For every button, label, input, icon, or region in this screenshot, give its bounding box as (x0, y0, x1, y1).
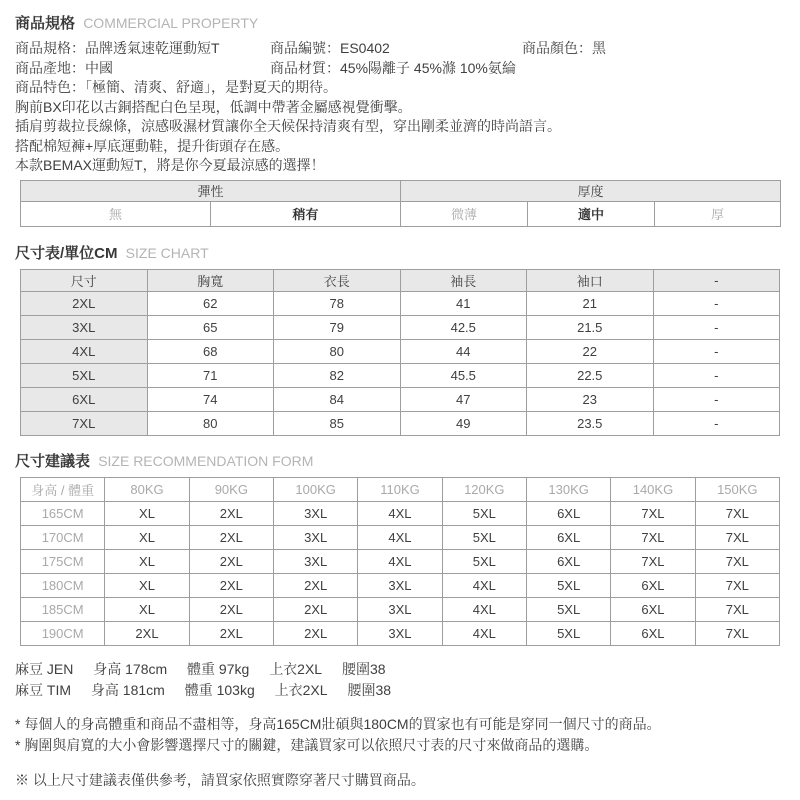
model-top-size: 上衣2XL (274, 681, 328, 698)
height-label: 185CM (21, 597, 105, 621)
size-chart-title-zh: 尺寸表/單位CM (15, 244, 118, 262)
column-header: 130KG (526, 477, 610, 501)
table-cell: 6XL (611, 621, 695, 645)
column-header: 90KG (189, 477, 273, 501)
elasticity-header: 彈性 (21, 180, 401, 201)
thickness-option-thick: 厚 (655, 201, 781, 226)
table-cell: 84 (274, 387, 401, 411)
column-header: 140KG (611, 477, 695, 501)
feature-line: 胸前BX印花以古銅搭配白色呈現，低調中帶著金屬感視覺衝擊。 (15, 98, 412, 115)
table-row (21, 501, 780, 525)
model-height: 身高 181cm (90, 681, 165, 698)
table-cell: XL (105, 501, 189, 525)
table-row (21, 621, 780, 645)
table-cell: XL (105, 573, 189, 597)
fabric-properties-table (20, 180, 781, 227)
table-row (21, 315, 780, 339)
table-row (21, 387, 780, 411)
table-cell: 6XL (526, 501, 610, 525)
product-material: 商品材質：45%陽離子 45%滌 10%氨綸 (270, 59, 516, 76)
feature-line: 本款BEMAX運動短T，將是你今夏最涼感的選擇！ (15, 157, 325, 173)
model-top-size: 上衣2XL (269, 660, 323, 677)
table-cell: 5XL (526, 573, 610, 597)
table-cell: 68 (147, 339, 274, 363)
column-header: 尺寸 (21, 269, 148, 291)
footnote: * 胸圍與肩寬的大小會影響選擇尺寸的關鍵，建議買家可以依照尺寸表的尺寸來做商品的選購。 (15, 737, 599, 753)
table-cell: 4XL (442, 573, 526, 597)
feature-line: 商品特色：「極簡、清爽、舒適」，是對夏天的期待。 (15, 79, 337, 95)
table-row (21, 201, 781, 226)
column-header: 胸寬 (147, 269, 274, 291)
table-cell: 7XL (695, 501, 779, 525)
table-cell: 3XL (358, 573, 442, 597)
product-spec: 商品規格：品牌透氣速乾運動短T (15, 40, 220, 56)
table-header-row (21, 269, 780, 291)
table-cell: 4XL (358, 549, 442, 573)
table-cell: 21.5 (527, 315, 654, 339)
size-recommendation-title-zh: 尺寸建議表 (15, 452, 91, 470)
table-cell: 2XL (189, 621, 273, 645)
column-header: 150KG (695, 477, 779, 501)
size-label: 5XL (21, 363, 148, 387)
table-cell: XL (105, 525, 189, 549)
table-cell: 2XL (189, 597, 273, 621)
table-cell: 6XL (611, 597, 695, 621)
table-cell: 7XL (695, 549, 779, 573)
table-cell: 3XL (358, 621, 442, 645)
model-height: 身高 178cm (93, 660, 168, 677)
table-cell: 2XL (189, 501, 273, 525)
table-cell: 78 (274, 291, 401, 315)
table-cell: 80 (147, 411, 274, 435)
size-recommendation-title (15, 452, 785, 471)
table-cell: 2XL (189, 573, 273, 597)
size-chart-section (15, 244, 785, 436)
table-cell: 42.5 (400, 315, 527, 339)
table-cell: 85 (274, 411, 401, 435)
table-row (21, 411, 780, 435)
feature-line: 搭配棉短褲+厚底運動鞋，提升街頭存在感。 (15, 137, 290, 154)
size-chart-title (15, 244, 785, 263)
spec-title-en: COMMERCIAL PROPERTY (83, 15, 259, 31)
table-cell: 41 (400, 291, 527, 315)
model-line (15, 659, 785, 680)
table-cell: 49 (400, 411, 527, 435)
model-weight: 體重 103kg (184, 681, 255, 698)
footnotes (15, 714, 785, 757)
feature-line: 插肩剪裁拉長線條，涼感吸濕材質讓你全天候保持清爽有型，穿出剛柔並濟的時尚語言。 (15, 118, 561, 134)
table-header-row (21, 477, 780, 501)
table-cell: 7XL (695, 621, 779, 645)
table-cell: 7XL (695, 597, 779, 621)
info-row-2 (15, 59, 785, 79)
table-cell: 5XL (526, 621, 610, 645)
column-header: 衣長 (274, 269, 401, 291)
elasticity-option-none: 無 (21, 201, 211, 226)
table-cell: - (653, 291, 780, 315)
table-cell: 47 (400, 387, 527, 411)
height-label: 175CM (21, 549, 105, 573)
table-cell: 6XL (526, 549, 610, 573)
column-header: - (653, 269, 780, 291)
table-cell: 23.5 (527, 411, 654, 435)
table-cell: 5XL (442, 549, 526, 573)
model-line (15, 680, 785, 701)
table-row (21, 291, 780, 315)
info-row-1 (15, 39, 785, 59)
product-color: 商品顏色：黑 (522, 40, 606, 56)
table-row (21, 597, 780, 621)
column-header: 80KG (105, 477, 189, 501)
table-cell: 4XL (358, 501, 442, 525)
thickness-header: 厚度 (401, 180, 781, 201)
table-cell: - (653, 339, 780, 363)
column-header: 身高 / 體重 (21, 477, 105, 501)
table-row (21, 339, 780, 363)
footnote: * 每個人的身高體重和商品不盡相等，身高165CM壯碩與180CM的買家也有可能是穿同一個尺寸的商品。 (15, 715, 661, 732)
table-cell: 22 (527, 339, 654, 363)
height-label: 170CM (21, 525, 105, 549)
table-cell: - (653, 363, 780, 387)
height-label: 165CM (21, 501, 105, 525)
column-header: 110KG (358, 477, 442, 501)
column-header: 120KG (442, 477, 526, 501)
spec-title-zh: 商品規格 (15, 15, 76, 32)
table-cell: 82 (274, 363, 401, 387)
product-info (15, 39, 785, 176)
size-recommendation-section (15, 452, 785, 646)
table-cell: 7XL (611, 549, 695, 573)
table-row (21, 549, 780, 573)
table-cell: 2XL (273, 573, 357, 597)
size-recommendation-table (20, 477, 780, 646)
size-label: 3XL (21, 315, 148, 339)
table-cell: 4XL (358, 525, 442, 549)
size-label: 2XL (21, 291, 148, 315)
table-cell: - (653, 411, 780, 435)
column-header: 袖長 (400, 269, 527, 291)
model-waist: 腰圍38 (347, 681, 392, 698)
table-cell: 74 (147, 387, 274, 411)
elasticity-option-slight-selected: 稍有 (211, 201, 401, 226)
table-cell: 2XL (273, 621, 357, 645)
thickness-option-medium-selected: 適中 (528, 201, 655, 226)
table-cell: 3XL (273, 549, 357, 573)
thickness-option-thin: 微薄 (401, 201, 528, 226)
table-cell: 5XL (442, 525, 526, 549)
size-label: 7XL (21, 411, 148, 435)
table-cell: 45.5 (400, 363, 527, 387)
table-cell: 80 (274, 339, 401, 363)
model-weight: 體重 97kg (187, 660, 250, 677)
table-row (21, 525, 780, 549)
disclaimer-note: ※ 以上尺寸建議表僅供參考，請買家依照實際穿著尺寸購買商品。 (15, 771, 425, 788)
table-cell: 7XL (695, 525, 779, 549)
table-cell: 23 (527, 387, 654, 411)
table-cell: 2XL (189, 525, 273, 549)
table-cell: 22.5 (527, 363, 654, 387)
product-origin: 商品產地：中國 (15, 59, 113, 76)
table-cell: 6XL (526, 525, 610, 549)
table-cell: 3XL (358, 597, 442, 621)
table-cell: 7XL (611, 501, 695, 525)
model-info (15, 659, 785, 701)
table-cell: 3XL (273, 525, 357, 549)
table-cell: 7XL (611, 525, 695, 549)
table-row (21, 573, 780, 597)
table-cell: 4XL (442, 621, 526, 645)
table-cell: 7XL (695, 573, 779, 597)
size-label: 6XL (21, 387, 148, 411)
table-cell: XL (105, 597, 189, 621)
height-label: 190CM (21, 621, 105, 645)
table-cell: 5XL (526, 597, 610, 621)
size-chart-title-en: SIZE CHART (125, 244, 209, 261)
table-cell: 2XL (273, 597, 357, 621)
table-cell: XL (105, 549, 189, 573)
table-cell: 65 (147, 315, 274, 339)
table-cell: 62 (147, 291, 274, 315)
model-name: 麻豆 JEN (15, 660, 74, 677)
table-cell: 44 (400, 339, 527, 363)
table-cell: 21 (527, 291, 654, 315)
size-chart-table (20, 269, 780, 436)
height-label: 180CM (21, 573, 105, 597)
model-waist: 腰圍38 (342, 660, 386, 677)
table-cell: 2XL (105, 621, 189, 645)
size-recommendation-title-en: SIZE RECOMMENDATION FORM (98, 452, 314, 469)
table-cell: 5XL (442, 501, 526, 525)
table-cell: 79 (274, 315, 401, 339)
table-cell: - (653, 315, 780, 339)
table-row (21, 180, 781, 201)
product-code: 商品編號：ES0402 (270, 40, 390, 56)
table-cell: 71 (147, 363, 274, 387)
model-name: 麻豆 TIM (15, 681, 71, 698)
table-cell: 3XL (273, 501, 357, 525)
size-label: 4XL (21, 339, 148, 363)
table-cell: 6XL (611, 573, 695, 597)
spec-section-title (15, 14, 785, 33)
table-cell: 2XL (189, 549, 273, 573)
table-cell: - (653, 387, 780, 411)
column-header: 袖口 (527, 269, 654, 291)
table-cell: 4XL (442, 597, 526, 621)
table-row (21, 363, 780, 387)
column-header: 100KG (273, 477, 357, 501)
